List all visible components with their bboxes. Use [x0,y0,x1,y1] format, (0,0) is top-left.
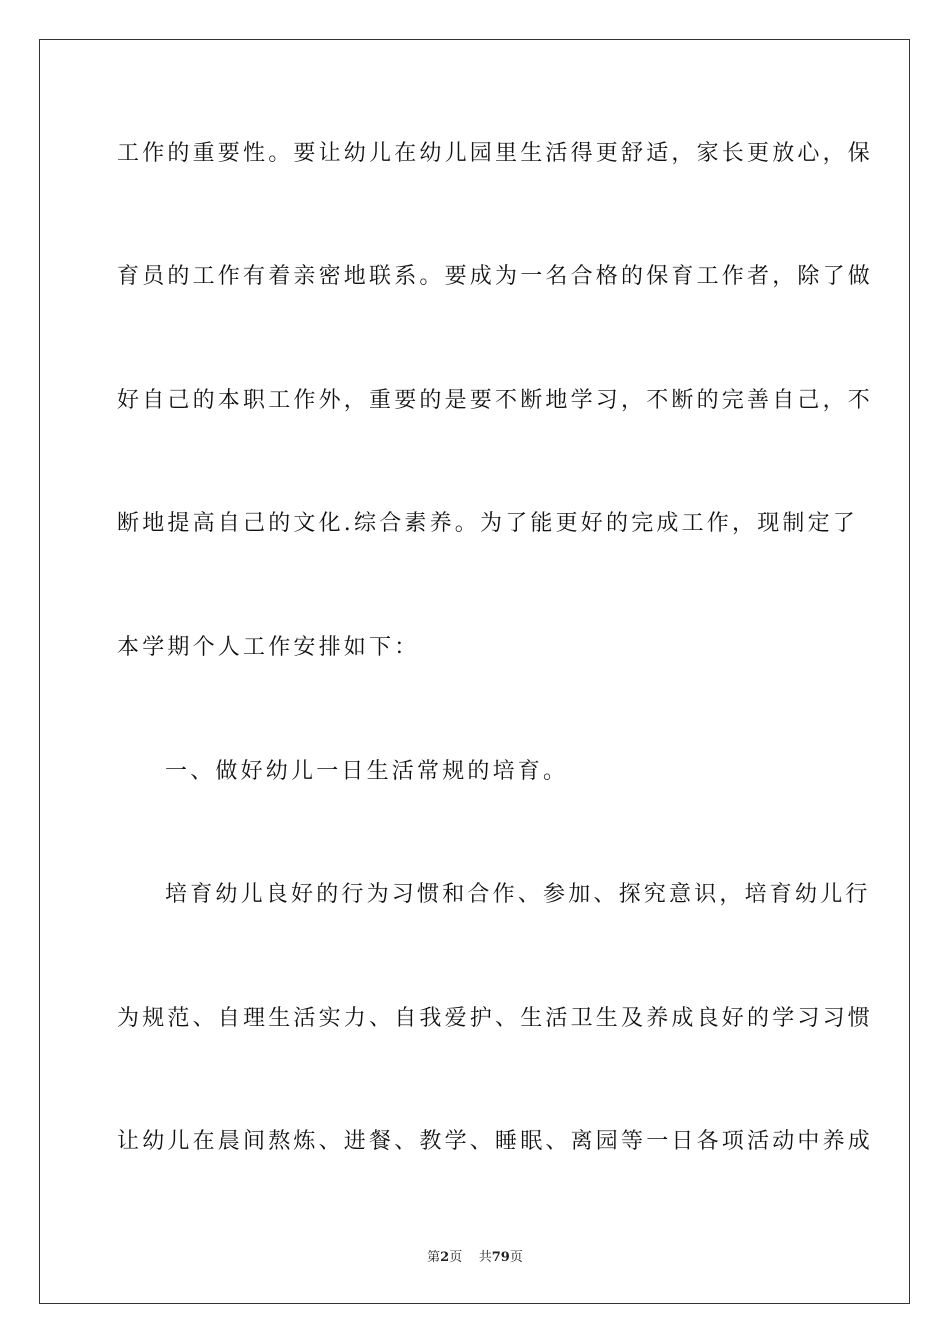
body-text-line-4: 断地提高自己的文化.综合素养。为了能更好的完成工作，现制定了 [117,511,858,536]
page-border [39,39,910,1304]
total-pages: 79 [491,1250,510,1265]
page-footer [0,1249,950,1267]
page-prefix: 第 [427,1250,441,1265]
body-text-line-9: 让幼儿在晨间熬炼、进餐、教学、睡眠、离园等一日各项活动中养成 [117,1129,874,1154]
body-text-line-5: 本学期个人工作安排如下： [117,635,420,660]
body-text-line-7: 培育幼儿良好的行为习惯和合作、参加、探究意识，培育幼儿行 [165,882,871,907]
body-text-line-1: 工作的重要性。要让幼儿在幼儿园里生活得更舒适，家长更放心，保 [117,141,874,166]
page-number: 2 [440,1250,450,1265]
total-prefix: 共 [478,1250,492,1265]
total-suffix: 页 [509,1250,523,1265]
body-text-line-8: 为规范、自理生活实力、自我爱护、生活卫生及养成良好的学习习惯 [117,1006,874,1031]
body-text-line-3: 好自己的本职工作外，重要的是要不断地学习，不断的完善自己，不 [117,388,874,413]
body-text-line-2: 育员的工作有着亲密地联系。要成为一名合格的保育工作者，除了做 [117,264,874,289]
section-heading: 一、做好幼儿一日生活常规的培育。 [165,759,569,784]
page-suffix: 页 [449,1250,463,1265]
